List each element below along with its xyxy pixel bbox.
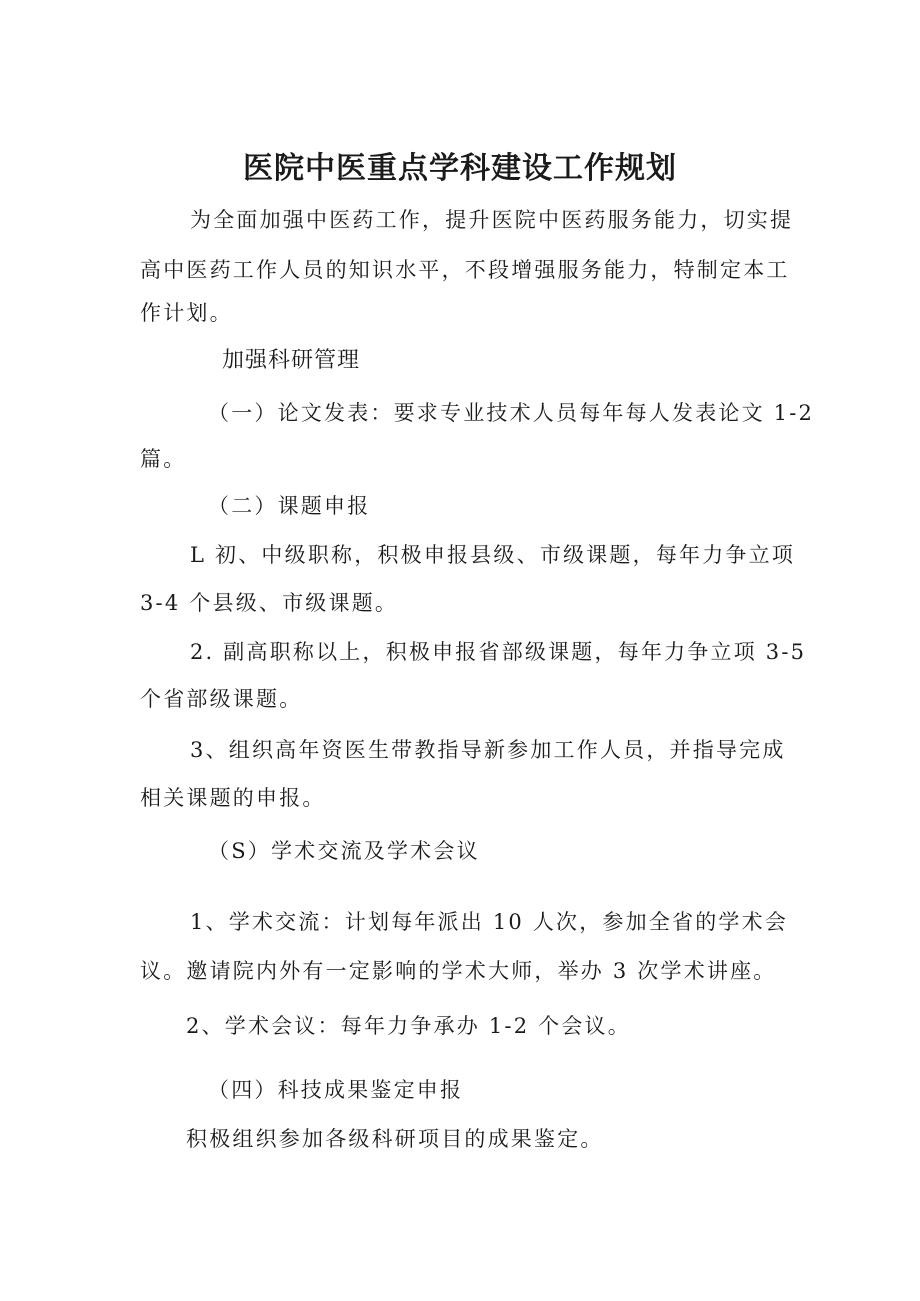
item1-line-1: （一）论文发表：要求专业技术人员每年每人发表论文 1-2: [208, 401, 815, 425]
item3-sub1-line-2: 议。邀请院内外有一定影响的学术大师，举办 3 次学术讲座。: [140, 959, 777, 983]
item3-heading: （S）学术交流及学术会议: [208, 839, 480, 863]
section-heading: 加强科研管理: [222, 348, 361, 373]
document-title: 医院中医重点学科建设工作规划: [243, 151, 677, 186]
item2-sub3-line-2: 相关课题的申报。: [140, 786, 326, 810]
intro-line-3: 作计划。: [140, 301, 233, 325]
item2-sub2-line-1: 2. 副高职称以上，积极申报省部级课题，每年力争立项 3-5: [190, 640, 807, 664]
item2-sub3-line-1: 3、组织高年资医生带教指导新参加工作人员，并指导完成: [190, 738, 786, 762]
item4-body: 积极组织参加各级科研项目的成果鉴定。: [186, 1127, 604, 1151]
intro-line-1: 为全面加强中医药工作，提升医院中医药服务能力，切实提: [190, 208, 794, 232]
item4-heading: （四）科技成果鉴定申报: [208, 1078, 464, 1102]
item3-sub2: 2、学术会议：每年力争承办 1-2 个会议。: [186, 1014, 631, 1038]
item2-sub1-line-1: L 初、中级职称，积极申报县级、市级课题，每年力争立项: [190, 543, 796, 567]
item2-sub2-line-2: 个省部级课题。: [140, 687, 303, 711]
item1-line-2: 篇。: [140, 447, 187, 471]
item2-sub1-line-2: 3-4 个县级、市级课题。: [140, 591, 399, 615]
intro-line-2: 高中医药工作人员的知识水平，不段增强服务能力，特制定本工: [140, 258, 790, 282]
item3-sub1-line-1: 1、学术交流：计划每年派出 10 人次，参加全省的学术会: [190, 910, 789, 934]
item2-heading: （二）课题申报: [208, 494, 371, 518]
